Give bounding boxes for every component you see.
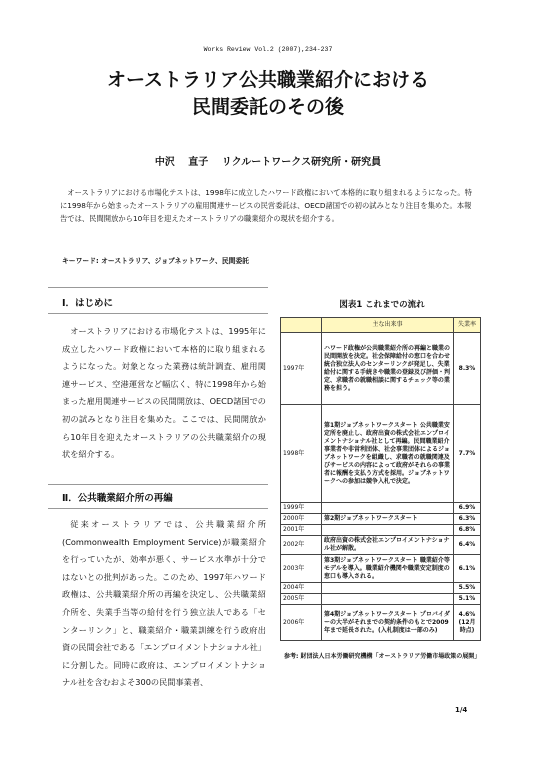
table-cell-event	[322, 525, 454, 536]
table-cell-year: 2002年	[281, 536, 322, 555]
table-cell-event: 政府出資の株式会社エンプロイメントナショナル社が解散。	[322, 536, 454, 555]
table-row	[281, 405, 481, 503]
section2-heading: Ⅱ．公共職業紹介所の再編	[62, 493, 173, 504]
table-cell-year: 2003年	[281, 555, 322, 583]
table-row	[281, 555, 481, 583]
section2-rule-bottom	[48, 508, 268, 509]
table-row	[281, 594, 481, 605]
section-rule-top	[48, 287, 268, 288]
section2-body: 従来オーストラリアでは、公共職業紹介所(Commonwealth Employment Service)が職業紹介を行っていたが、効率が悪く、サービス水準が十分ではないとの批判があった。このため、1997年ハワード政権は、公共職業紹介所の再編を決定し、公共職業紹介所を、失業手当等の給付を行う独立法人である「センターリンク」と、職業紹介・職業訓練を行う政府出資の民間会社である「エンプロイメントナショナル社」に分割した。同時に政府は、エンプロイメントナショナル社を含むおよそ300の民間事業者、	[62, 519, 266, 688]
table-header-rate: 失業率	[454, 318, 481, 333]
table-cell-rate: 6.1%	[454, 555, 481, 583]
table-cell-rate: 4.6% (12月時点)	[454, 605, 481, 641]
table-body	[281, 333, 481, 641]
table-row	[281, 536, 481, 555]
table-source: 参考: 財団法人日本労働研究機構「オーストラリア労働市場政策の展開」	[284, 653, 481, 660]
table-header-year	[281, 318, 322, 333]
table-cell-year: 1999年	[281, 503, 322, 514]
table-cell-rate: 6.3%	[454, 514, 481, 525]
table-cell-year: 2001年	[281, 525, 322, 536]
section1-heading: Ⅰ．はじめに	[62, 298, 114, 309]
title-line-2: 民間委託のその後	[191, 96, 344, 118]
table-cell-rate: 7.7%	[454, 405, 481, 503]
table-row	[281, 605, 481, 641]
section1-body: オーストラリアにおける市場化テストは、1995年に成立したハワード政権において本格的に取り組まれるようになった。対象となった業務は統計調査、雇用関連サービス、空港運営など幅広く、特に1998年から始まった雇用関連サービスの民間開放は、OECD諸国での初の試みとなり注目を集めた。ここでは、民間開放から10年目を迎えたオーストラリアの公共職業紹介の現状を紹介する。	[62, 326, 266, 460]
table-row	[281, 583, 481, 594]
table-cell-rate: 8.3%	[454, 333, 481, 405]
table-row	[281, 503, 481, 514]
table-cell-event	[322, 594, 454, 605]
section2-rule-top	[48, 484, 268, 485]
table-row	[281, 514, 481, 525]
table-header-row	[281, 318, 481, 333]
table-cell-event: ハワード政権が公共職業紹介所の再編と職業の民間開放を決定。社会保障給付の窓口を合わせ統合独立法人のセンターリンクが発足し、失業給付に関する手続きや職業の登録及び評価・判定、求職者の就職相談に関するチェック等の業務を担う。	[322, 333, 454, 405]
keywords: キーワード: オーストラリア、ジョブネットワーク、民間委託	[62, 257, 250, 265]
abstract: オーストラリアにおける市場化テストは、1998年に成立したハワード政権において本格的に取り組まれるようになった。特に1998年から始まったオーストラリアの雇用関連サービスの民営委託は、OECD諸国での初の試みとなり注目を集めた。本報告では、民間開放から10年目を迎えたオーストラリアの職業紹介の現状を紹介する。	[60, 188, 472, 223]
table-cell-year: 2005年	[281, 594, 322, 605]
title-line-1: オーストラリア公共職業紹介における	[106, 69, 430, 91]
table-cell-rate: 6.4%	[454, 536, 481, 555]
table-cell-rate: 6.9%	[454, 503, 481, 514]
table-row	[281, 525, 481, 536]
table-cell-rate: 6.8%	[454, 525, 481, 536]
table-cell-year: 1997年	[281, 333, 322, 405]
table-cell-year: 2006年	[281, 605, 322, 641]
journal-citation: Works Review Vol.2 (2007),234-237	[203, 46, 333, 53]
table-cell-event: 第1期ジョブネットワークスタート 公共職業安定所を廃止し、政府出資の株式会社エンプロイメントナショナル社として再編。民間職業紹介事業者や非営利団体、社会事業団体によるジョブネットワークを組織し、求職者の就職関連及びサービスの内容によって政府がそれらの事業者に報酬を支払う方式を採用。ジョブネットワークへの参加は競争入札で決定。	[322, 405, 454, 503]
table-cell-event	[322, 583, 454, 594]
table-cell-rate: 5.1%	[454, 594, 481, 605]
table-row	[281, 333, 481, 405]
table-cell-year: 2004年	[281, 583, 322, 594]
table-cell-year: 1998年	[281, 405, 322, 503]
table-header-event: 主な出来事	[322, 318, 454, 333]
section-rule-bottom	[48, 313, 268, 314]
table-cell-event: 第2期ジョブネットワークスタート	[322, 514, 454, 525]
table-cell-rate: 5.5%	[454, 583, 481, 594]
table-title: 図表1 これまでの流れ	[339, 300, 425, 310]
table-cell-year: 2000年	[281, 514, 322, 525]
table-cell-event: 第4期ジョブネットワークスタート プロバイダーの大半がそれまでの契約条件のもとで2009年まで延長された。(入札制度は一部のみ)	[322, 605, 454, 641]
table-cell-event: 第3期ジョブネットワークスタート 職業紹介等モデルを導入。職業紹介機関や職業安定制度の窓口も導入される。	[322, 555, 454, 583]
history-table	[280, 317, 481, 641]
table-cell-event	[322, 503, 454, 514]
page-number: 1/4	[455, 706, 468, 714]
author-line: 中沢 直子 リクルートワークス研究所・研究員	[154, 157, 382, 168]
